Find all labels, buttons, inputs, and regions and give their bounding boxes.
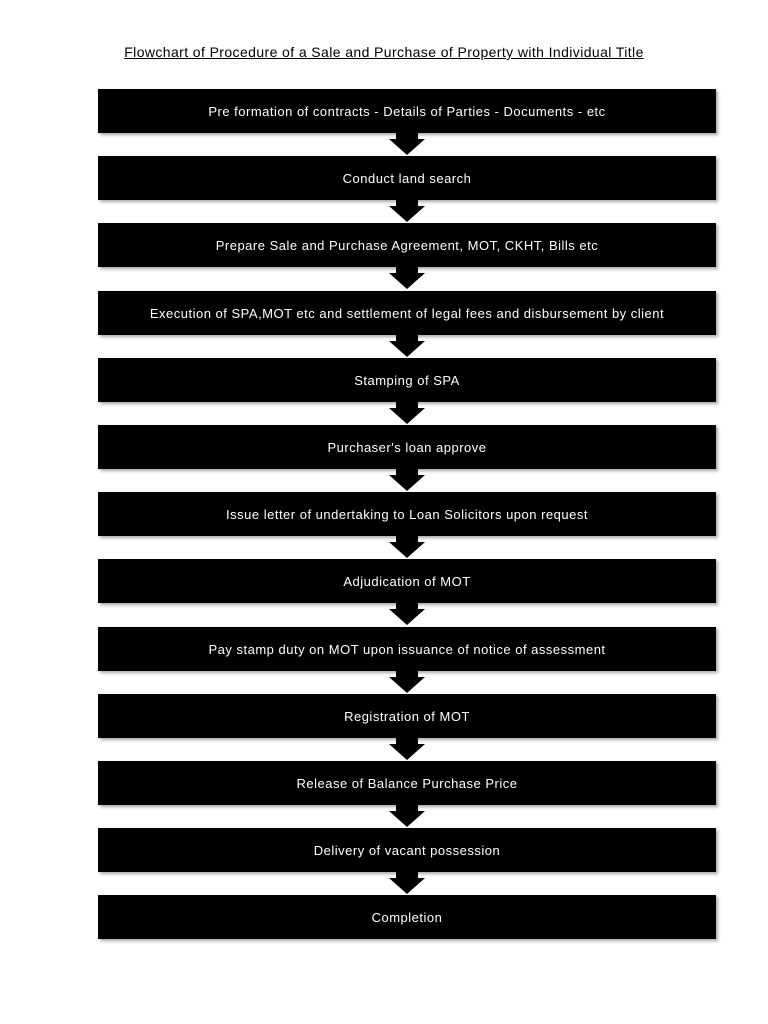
- step-box-3: Prepare Sale and Purchase Agreement, MOT, CKHT, Bills etc: [98, 223, 716, 267]
- step-box-4: Execution of SPA,MOT etc and settlement of legal fees and disbursement by client: [98, 291, 716, 335]
- step-box-7: Issue letter of undertaking to Loan Solicitors upon request: [98, 492, 716, 536]
- step-box-10: Registration of MOT: [98, 694, 716, 738]
- step-box-8: Adjudication of MOT: [98, 559, 716, 603]
- step-box-9: Pay stamp duty on MOT upon issuance of notice of assessment: [98, 627, 716, 671]
- step-box-1: Pre formation of contracts - Details of Parties - Documents - etc: [98, 89, 716, 133]
- step-box-6: Purchaser's loan approve: [98, 425, 716, 469]
- step-box-2: Conduct land search: [98, 156, 716, 200]
- flowchart-title: Flowchart of Procedure of a Sale and Purchase of Property with Individual Title: [124, 44, 644, 60]
- step-box-12: Delivery of vacant possession: [98, 828, 716, 872]
- step-box-11: Release of Balance Purchase Price: [98, 761, 716, 805]
- step-box-5: Stamping of SPA: [98, 358, 716, 402]
- step-box-13: Completion: [98, 895, 716, 939]
